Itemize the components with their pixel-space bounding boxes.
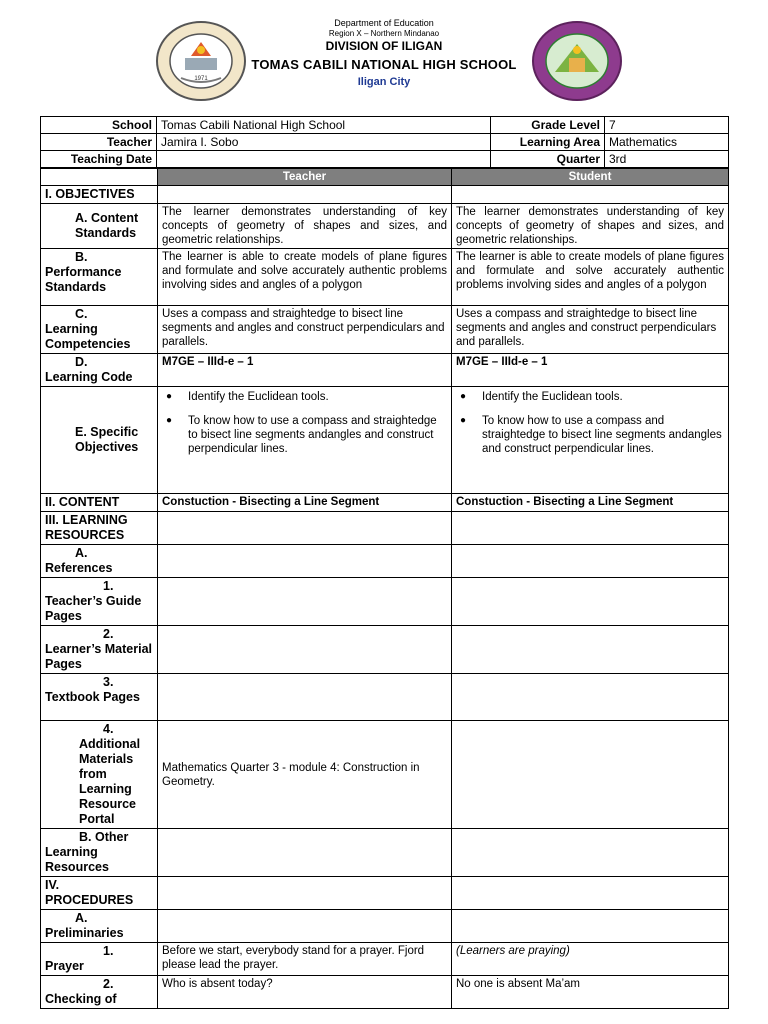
teachers-guide-row: [41, 578, 729, 626]
learning-competencies-label: Learning Competencies: [45, 322, 131, 351]
specific-objectives-row: [41, 387, 729, 494]
document-header: [0, 0, 768, 108]
checking-label: Checking of: [45, 992, 117, 1006]
learning-code-teacher: M7GE – IIId-e – 1: [158, 354, 452, 387]
learners-material-label: Learner’s Material Pages: [45, 642, 152, 671]
learning-competencies-letter: C.: [75, 307, 88, 321]
references-row: [41, 545, 729, 578]
learning-competencies-row: [41, 306, 729, 354]
additional-materials-row: [41, 721, 729, 829]
other-resources-label: Learning Resources: [45, 845, 109, 874]
learners-material-number: 2.: [103, 627, 114, 641]
performance-standards-row: [41, 249, 729, 306]
procedures-label: PROCEDURES: [45, 893, 134, 907]
learning-area-label: Learning Area: [491, 134, 605, 151]
prayer-teacher: Before we start, everybody stand for a prayer. Fjord please lead the prayer.: [158, 943, 452, 976]
learning-resources-label: III. LEARNING RESOURCES: [41, 512, 158, 545]
division-seal-logo: [531, 20, 623, 102]
department-line: Department of Education: [334, 18, 434, 28]
other-resources-letter: B. Other: [79, 830, 129, 844]
prayer-row: [41, 943, 729, 976]
info-row: [41, 134, 729, 151]
teacher-label: Teacher: [41, 134, 157, 151]
textbook-row: [41, 674, 729, 721]
teacher-value: Jamira I. Sobo: [157, 134, 491, 151]
grade-level-value: 7: [605, 117, 729, 134]
learning-code-letter: D.: [75, 355, 88, 369]
prayer-label: Prayer: [45, 959, 84, 973]
division-line: DIVISION OF ILIGAN: [325, 39, 443, 53]
learners-material-row: [41, 626, 729, 674]
learning-code-label: Learning Code: [45, 370, 133, 384]
learning-code-row: [41, 354, 729, 387]
lesson-info-table: [40, 116, 729, 168]
performance-standards-student: The learner is able to create models of plane figures and formulate and solve accurately authentic problems involving sides and angles of a polygon: [452, 249, 729, 306]
content-standards-row: [41, 204, 729, 249]
objectives-row: [41, 186, 729, 204]
checking-number: 2.: [103, 977, 114, 991]
performance-standards-label: Performance Standards: [45, 265, 122, 294]
quarter-label: Quarter: [491, 151, 605, 168]
preliminaries-label: Preliminaries: [45, 926, 124, 940]
svg-text:1971: 1971: [194, 76, 208, 82]
checking-student: No one is absent Ma’am: [452, 976, 729, 1009]
list-item: ● To know how to use a compass and straightedge to bisect line segments andangles and construct perpendicular lines.: [482, 414, 724, 456]
teaching-date-label: Teaching Date: [41, 151, 157, 168]
content-student: Constuction - Bisecting a Line Segment: [452, 494, 729, 512]
additional-materials-label: Additional Materials from Learning Resource Portal: [79, 737, 141, 826]
quarter-value: 3rd: [605, 151, 729, 168]
info-row: [41, 151, 729, 168]
info-row: [41, 117, 729, 134]
textbook-number: 3.: [103, 675, 114, 689]
references-letter: A.: [75, 546, 88, 560]
prayer-student: (Learners are praying): [452, 943, 729, 976]
objectives-label: I. OBJECTIVES: [41, 186, 158, 204]
performance-standards-teacher: The learner is able to create models of plane figures and formulate and solve accurately authentic problems involving sides and angles of a polygon: [158, 249, 452, 306]
procedures-row: [41, 877, 729, 910]
teachers-guide-number: 1.: [103, 579, 114, 593]
other-resources-row: [41, 829, 729, 877]
content-standards-teacher: The learner demonstrates understanding of key concepts of geometry of shapes and sizes, and geometric relationships.: [158, 204, 452, 249]
teaching-date-value: [157, 151, 491, 168]
content-standards-label: A. Content Standards: [75, 211, 139, 240]
school-label: School: [41, 117, 157, 134]
list-item: ● Identify the Euclidean tools.: [188, 390, 447, 404]
prayer-number: 1.: [103, 944, 114, 958]
additional-materials-number: 4.: [103, 722, 114, 736]
lesson-plan-table: [40, 168, 729, 1009]
preliminaries-row: [41, 910, 729, 943]
school-value: Tomas Cabili National High School: [157, 117, 491, 134]
content-standards-student: The learner demonstrates understanding of key concepts of geometry of shapes and sizes, and geometric relationships.: [452, 204, 729, 249]
teachers-guide-label: Teacher’s Guide Pages: [45, 594, 142, 623]
list-item: ● Identify the Euclidean tools.: [482, 390, 724, 404]
school-name-line: TOMAS CABILI NATIONAL HIGH SCHOOL: [251, 57, 517, 72]
checking-teacher: Who is absent today?: [158, 976, 452, 1009]
textbook-label: Textbook Pages: [45, 690, 140, 704]
teacher-objectives-list: [162, 390, 447, 456]
learning-area-value: Mathematics: [605, 134, 729, 151]
region-line: Region X – Northern Mindanao: [328, 29, 440, 38]
learning-competencies-teacher: Uses a compass and straightedge to bisect line segments and angles and construct perpendiculars and parallels.: [158, 306, 452, 354]
specific-objectives-label: E. Specific Objectives: [75, 425, 139, 454]
city-line: Iligan City: [357, 76, 411, 88]
additional-materials-teacher: Mathematics Quarter 3 - module 4: Construction in Geometry.: [158, 721, 452, 829]
learning-competencies-student: Uses a compass and straightedge to bisect line segments and angles and construct perpendiculars and parallels.: [452, 306, 729, 354]
student-column-header: Student: [452, 169, 729, 186]
procedures-number: IV.: [45, 878, 60, 892]
grade-level-label: Grade Level: [491, 117, 605, 134]
content-label: II. CONTENT: [41, 494, 158, 512]
checking-row: [41, 976, 729, 1009]
column-header-row: [41, 169, 729, 186]
references-label: References: [45, 561, 113, 575]
content-row: [41, 494, 729, 512]
learning-resources-row: [41, 512, 729, 545]
teacher-column-header: Teacher: [158, 169, 452, 186]
learning-code-student: M7GE – IIId-e – 1: [452, 354, 729, 387]
list-item: ● To know how to use a compass and straightedge to bisect line segments andangles and construct perpendicular lines.: [188, 414, 447, 456]
content-teacher: Constuction - Bisecting a Line Segment: [158, 494, 452, 512]
student-objectives-list: [456, 390, 724, 456]
preliminaries-letter: A.: [75, 911, 88, 925]
performance-standards-letter: B.: [75, 250, 88, 264]
